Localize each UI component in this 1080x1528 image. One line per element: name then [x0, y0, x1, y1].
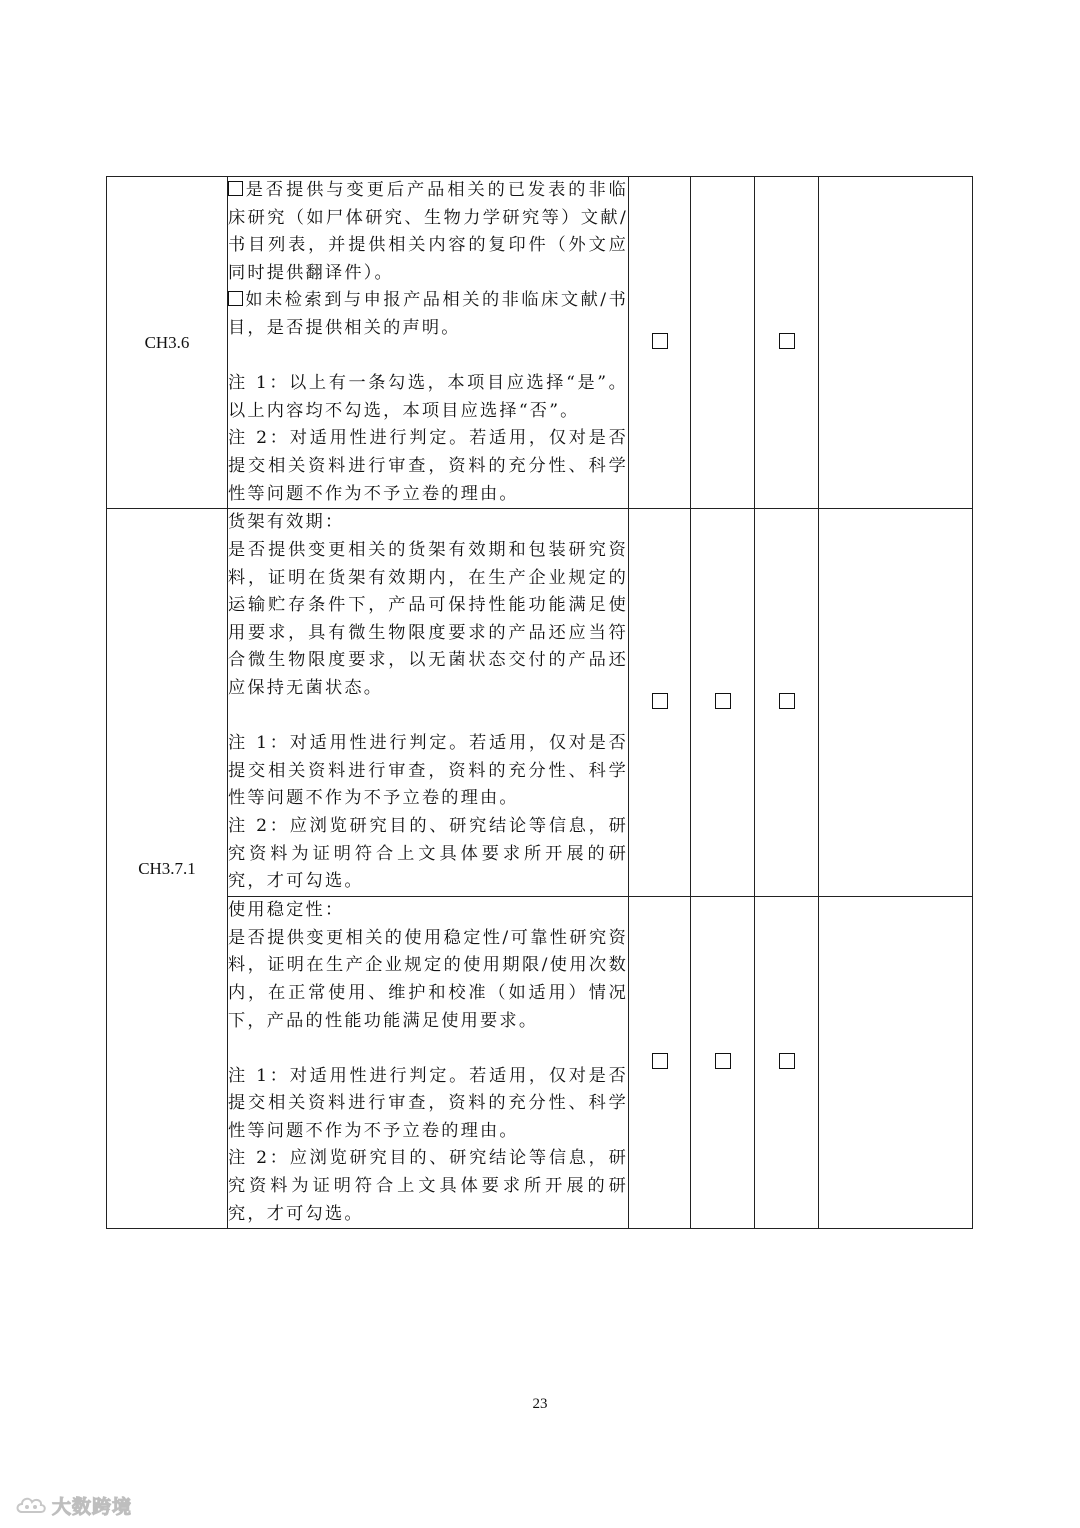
- blank-line: [228, 703, 628, 731]
- option-cell-2: [691, 177, 755, 509]
- item-requirements: [228, 509, 629, 897]
- row-ch3-6: [107, 177, 973, 509]
- row-ch3-7-1-shelf-life: [107, 509, 973, 897]
- requirement-paragraph: 是否提供与变更后产品相关的已发表的非临床研究（如尸体研究、生物力学研究等）文献/书目列表，并提供相关内容的复印件（外文应同时提供翻译件）。: [228, 180, 628, 283]
- option-cell-3: [755, 177, 819, 509]
- option-cell-3: [755, 509, 819, 897]
- option-cell-1: [629, 177, 691, 509]
- blank-line: [228, 1035, 628, 1063]
- requirement-paragraph: 是否提供变更相关的货架有效期和包装研究资料，证明在货架有效期内，在生产企业规定的运输贮存条件下，产品可保持性能功能满足使用要求，具有微生物限度要求的产品还应当符合微生物限度要求，以无菌状态交付的产品还应保持无菌状态。: [228, 540, 628, 699]
- option-cell-2: [691, 509, 755, 897]
- review-checklist-table: [106, 176, 973, 1229]
- cloud-logo-icon: [14, 1492, 48, 1518]
- note-paragraph: 注 2：应浏览研究目的、研究结论等信息，研究资料为证明符合上文具体要求所开展的研究，才可勾选。: [228, 1148, 628, 1224]
- requirement-paragraph: 是否提供变更相关的使用稳定性/可靠性研究资料，证明在生产企业规定的使用期限/使用次数内，在正常使用、维护和校准（如适用）情况下，产品的性能功能满足使用要求。: [228, 927, 628, 1031]
- section-heading: 货架有效期：: [228, 512, 345, 533]
- note-paragraph: 注 1：对适用性进行判定。若适用，仅对是否提交相关资料进行审查，资料的充分性、科学性等问题不作为不予立卷的理由。: [228, 733, 628, 809]
- option-cell-1: [629, 897, 691, 1229]
- remarks-cell: [819, 177, 973, 509]
- section-heading: 使用稳定性：: [228, 900, 345, 921]
- checkbox-icon[interactable]: [228, 291, 243, 306]
- item-code: CH3.6: [107, 177, 228, 509]
- checkbox-icon[interactable]: [715, 693, 731, 709]
- item-requirements: [228, 177, 629, 509]
- watermark-text: 大数跨境: [52, 1495, 133, 1518]
- option-cell-3: [755, 897, 819, 1229]
- note-paragraph: 注 2：对适用性进行判定。若适用，仅对是否提交相关资料进行审查，资料的充分性、科学性等问题不作为不予立卷的理由。: [228, 428, 628, 504]
- requirement-paragraph: 如未检索到与申报产品相关的非临床文献/书目，是否提供相关的声明。: [228, 290, 628, 338]
- checkbox-icon[interactable]: [652, 333, 668, 349]
- checkbox-icon[interactable]: [779, 693, 795, 709]
- watermark: [14, 1490, 132, 1520]
- checkbox-icon[interactable]: [779, 1053, 795, 1069]
- checkbox-icon[interactable]: [652, 693, 668, 709]
- remarks-cell: [819, 509, 973, 897]
- checkbox-icon[interactable]: [715, 1053, 731, 1069]
- item-code: CH3.7.1: [107, 509, 228, 1229]
- item-requirements: [228, 897, 629, 1229]
- checkbox-icon[interactable]: [228, 181, 243, 196]
- option-cell-2: [691, 897, 755, 1229]
- option-cell-1: [629, 509, 691, 897]
- page-number: 23: [532, 1396, 548, 1412]
- note-paragraph: 注 1：对适用性进行判定。若适用，仅对是否提交相关资料进行审查，资料的充分性、科学性等问题不作为不予立卷的理由。: [228, 1065, 628, 1141]
- row-ch3-7-1-use-stability: [107, 897, 973, 1229]
- checkbox-icon[interactable]: [652, 1053, 668, 1069]
- blank-line: [228, 343, 628, 371]
- note-paragraph: 注 2：应浏览研究目的、研究结论等信息，研究资料为证明符合上文具体要求所开展的研究，才可勾选。: [228, 816, 628, 892]
- note-paragraph: 注 1：以上有一条勾选，本项目应选择“是”。以上内容均不勾选，本项目应选择“否”。: [228, 373, 628, 421]
- remarks-cell: [819, 897, 973, 1229]
- checkbox-icon[interactable]: [779, 333, 795, 349]
